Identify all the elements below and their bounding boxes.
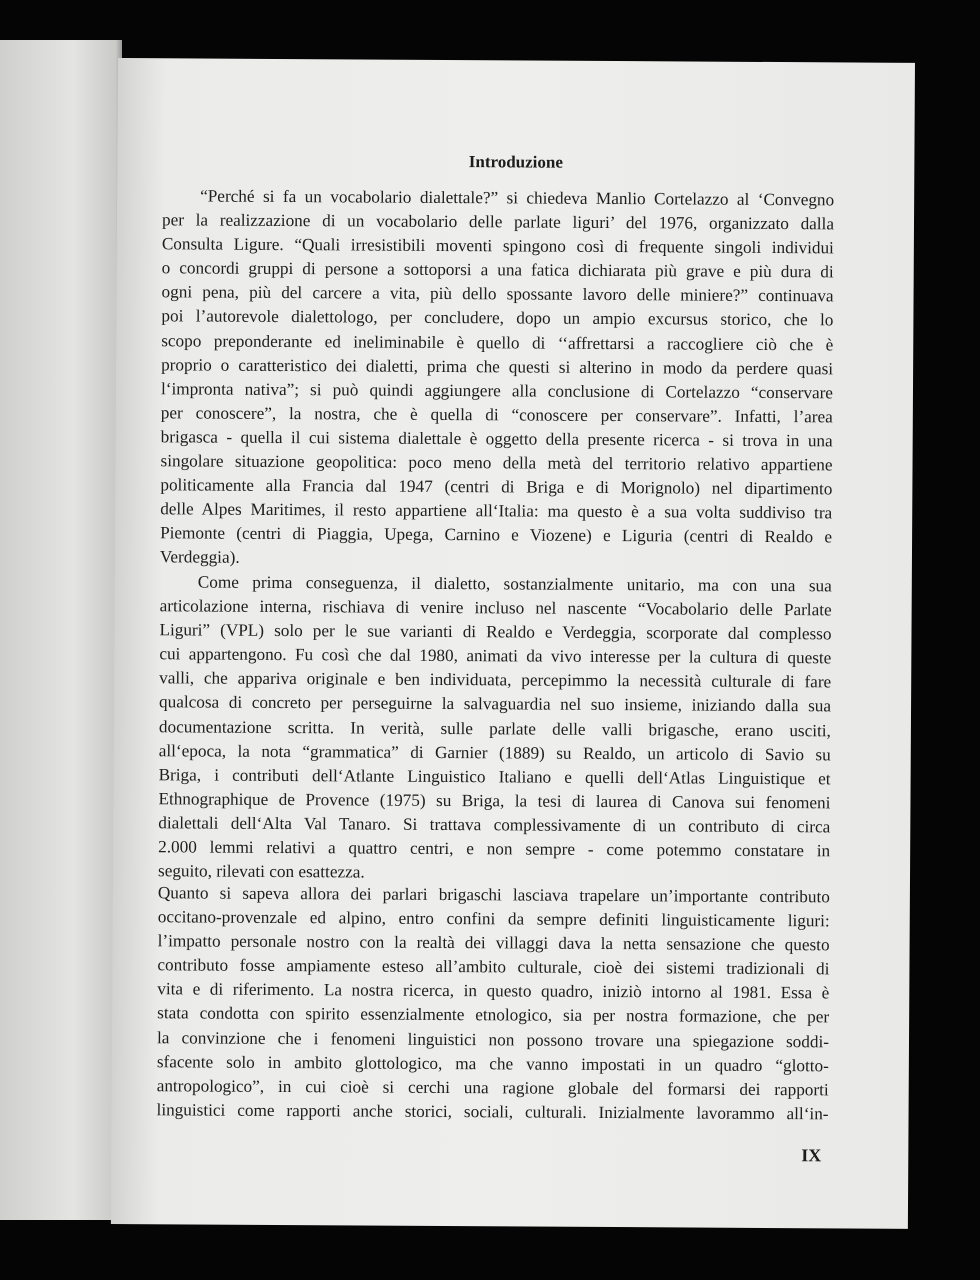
text-line: vita e di riferimento. La nostra ricerca, in questo quadro, iniziò intorno al 1981. Essa è: [157, 979, 830, 1003]
text-line: documentazione scritta. In verità, sulle parlate delle valli brigasche, erano usciti,: [158, 716, 831, 740]
text-line: contributo fosse ampiamente esteso all’ambito culturale, cioè dei sistemi tradizionali di: [157, 955, 830, 979]
text-line: all‘epoca, la nota “grammatica” di Garnier (1889) su Realdo, un articolo di Savio su: [158, 740, 831, 765]
text-line: seguito, rilevati con esattezza.: [157, 861, 365, 882]
text-line: linguistici come rapporti anche storici, sociali, culturali. Inizialmente lavorammo all‘in-: [156, 1100, 829, 1124]
text-line: qualcosa di concreto per perseguirne la salvaguardia nel suo insieme, iniziando dalla sua: [159, 692, 832, 716]
text-line: articolazione interna, rischiava di venire incluso nel nascente “Vocabolario delle Parlate: [159, 596, 832, 620]
text-line: proprio o caratteristico dei dialetti, prima che questi si alterino in modo da perdere quasi: [161, 354, 834, 379]
text-line: 2.000 lemmi relativi a quattro centri, e non sempre - come potemmo constatare in: [158, 837, 831, 861]
text-line: politicamente alla Francia dal 1947 (centri di Briga e di Morignolo) nel dipartimento: [160, 475, 833, 499]
text-line: la convinzione che i fenomeni linguistici non possono trovare una spiegazione soddi-: [156, 1027, 830, 1051]
text-line: Consulta Ligure. “Quali irresistibili moventi spingono così di frequente singoli individui: [161, 234, 834, 258]
text-line: l’impatto personale nostro con la realtà dei villaggi dava la netta sensazione che questo: [157, 931, 830, 955]
text-line: ogni pena, più del carcere a vita, più dello spossante lavoro delle miniere?” continuava: [161, 282, 834, 306]
text-line: Ethnographique de Provence (1975) su Briga, la tesi di laurea di Canova sui fenomeni: [158, 789, 831, 813]
text-line: delle Alpes Maritimes, il resto appartiene all‘Italia: ma questo è a sua volta suddiviso tra: [160, 499, 833, 523]
text-line: per conoscere”, la nostra, che è quella di “conoscere per conservare”. Infatti, l’area: [160, 403, 833, 427]
text-line: antropologico”, in cui cioè si cerchi una ragione globale del formarsi dei rapporti: [156, 1076, 829, 1100]
paragraph-3: [156, 881, 829, 1126]
left-page-edge: [0, 40, 122, 1220]
text-line: scopo preponderante ed ineliminabile è quello di ‘‘affrettarsi a raccogliere ciò che è: [161, 330, 834, 354]
text-line: stata condotta con spirito essenzialmente etnologico, sia per nostra formazione, che per: [157, 1003, 830, 1027]
text-line: o concordi gruppi di persone a sottoporsi a una fatica dichiarata più grave e più dura di: [161, 258, 834, 282]
text-line: Briga, i contributi dell‘Atlante Linguistico Italiano e quelli dell‘Atlas Linguistique et: [158, 765, 831, 789]
text-line: l‘impronta nativa”; si può quindi aggiungere alla conclusione di Cortelazzo “conservare: [160, 379, 834, 403]
text-line: Verdeggia).: [159, 547, 240, 568]
paragraph-2: [158, 570, 832, 887]
text-line: Come prima conseguenza, il dialetto, sostanzialmente unitario, ma con una sua: [197, 572, 832, 596]
text-line: valli, che appariva originale e ben individuata, percepimmo la necessità culturale di fare: [159, 668, 832, 692]
text-line: brigasca - quella il cui sistema dialettale è oggetto della presente ricerca - si trova in una: [160, 427, 833, 451]
text-line: “Perché si fa un vocabolario dialettale?” si chiedeva Manlio Cortelazzo al ‘Convegno: [200, 186, 835, 210]
paragraph-1: [160, 184, 834, 574]
book-page: [111, 58, 915, 1229]
text-line: sfacente solo in ambito glottologico, ma che vanno impostati in un quadro “glotto-: [156, 1051, 829, 1076]
text-line: Quanto si sapeva allora dei parlari brigaschi lasciava trapelare un’importante contributo: [157, 883, 830, 907]
page-number: IX: [801, 1145, 822, 1166]
text-line: per la realizzazione di un vocabolario delle parlate liguri’ del 1976, organizzato dalla: [161, 210, 835, 234]
text-line: Liguri” (VPL) solo per le sue varianti di Realdo e Verdeggia, scorporate dal complesso: [159, 620, 832, 644]
text-line: singolare situazione geopolitica: poco meno della metà del territorio relativo appartiene: [160, 451, 833, 475]
text-line: dialettali dell‘Alta Val Tanaro. Si trattava complessivamente di un contributo di circa: [158, 813, 831, 837]
page-title: Introduzione: [468, 152, 564, 172]
text-line: Piemonte (centri di Piaggia, Upega, Carnino e Viozene) e Liguria (centri di Realdo e: [160, 523, 833, 547]
text-line: occitano-provenzale ed alpino, entro confini da sempre definiti linguisticamente liguri:: [157, 907, 830, 931]
text-line: poi l’autorevole dialettologo, per concludere, dopo un ampio excursus storico, che lo: [161, 306, 834, 330]
text-line: cui appartengono. Fu così che dal 1980, animati da vivo interesse per la cultura di queste: [159, 644, 832, 668]
